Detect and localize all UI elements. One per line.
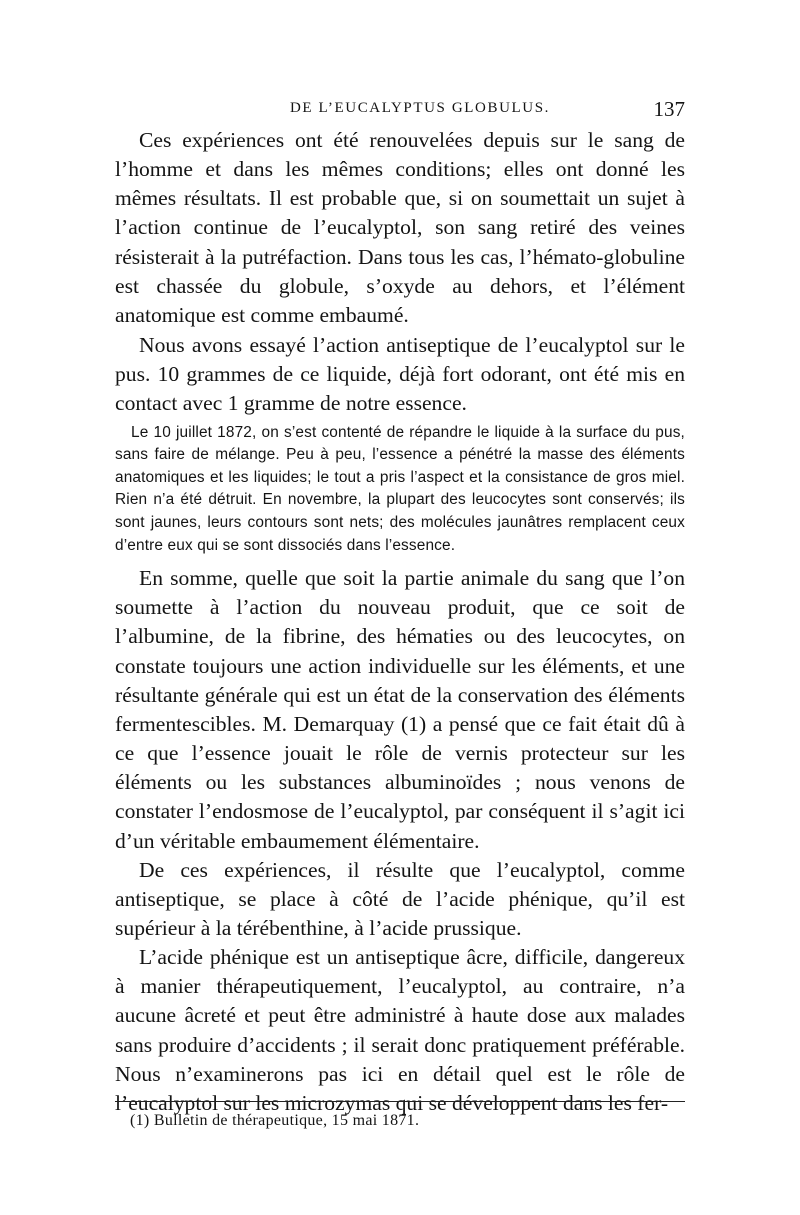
paragraph-blood-experiments: Ces expériences ont été renouvelées depuis sur le sang de l’homme et dans les mêmes conditions; elles ont donné les mêmes résultats. Il est probable que, si on soumettait un sujet à l’action continue de l’eucalyptol, son sang retiré des veines résisterait à la putréfaction. Dans tous les cas, l’hémato-globuline est chassée du globule, s’oxyde au dehors, et l’élément anatomique est comme embaumé. bbox=[115, 128, 685, 327]
paragraph-observation-note: Le 10 juillet 1872, on s’est contenté de répandre le liquide à la surface du pus, sans faire de mélange. Peu à peu, l’essence a pénétré la masse des éléments anatomiques et les liquides; le tout a pris l’aspect et la consistance de gros miel. Rien n’a été détruit. En novembre, la plupart des leucocytes sont conservés; ils sont jaunes, leurs contours sont nets; des molécules jaunâtres remplacent ceux d’entre eux qui se sont dissociés dans l’essence. bbox=[115, 423, 685, 554]
paragraph-phenic-acid: L’acide phénique est un antiseptique âcre, difficile, dangereux à manier thérapeutiquement, l’eucalyptol, au contraire, n’a aucune âcreté et peut être administré à haute dose aux malades sans produire d’accidents ; il serait donc pratiquement préférable. Nous n’examinerons pas ici en détail quel est le rôle de l’eucalyptol sur les microzymas qui se développent dans les fer- bbox=[115, 945, 685, 1115]
body-text bbox=[115, 126, 685, 1118]
paragraph-pus-experiment: Nous avons essayé l’action antiseptique de l’eucalyptol sur le pus. 10 grammes de ce liquide, déjà fort odorant, ont été mis en contact avec 1 gramme de notre essence. bbox=[115, 333, 685, 416]
running-head: DE L’EUCALYPTUS GLOBULUS. bbox=[289, 100, 551, 116]
footnote: (1) Bulletin de thérapeutique, 15 mai 1871. bbox=[130, 1112, 420, 1129]
paragraph-summary: En somme, quelle que soit la partie animale du sang que l’on soumette à l’action du nouveau produit, que ce soit de l’albumine, de la fibrine, des hématies ou des leucocytes, on constate toujours une action individuelle sur les éléments, et une résultante générale qui est un état de la conservation des éléments fermentescibles. M. Demarquay (1) a pensé que ce fait était dû à ce que l’essence jouait le rôle de vernis protecteur sur les éléments ou les substances albuminoïdes ; nous venons de constater l’endosmose de l’eucalyptol, par conséquent il s’agit ici d’un véritable embaumement élémentaire. bbox=[115, 566, 685, 853]
page-number: 137 bbox=[653, 97, 685, 121]
paragraph-conclusion: De ces expériences, il résulte que l’eucalyptol, comme antiseptique, se place à côté de l’acide phénique, qu’il est supérieur à la térébenthine, à l’acide prussique. bbox=[115, 857, 685, 940]
footnote-rule bbox=[115, 1101, 685, 1102]
page-header bbox=[115, 97, 685, 121]
